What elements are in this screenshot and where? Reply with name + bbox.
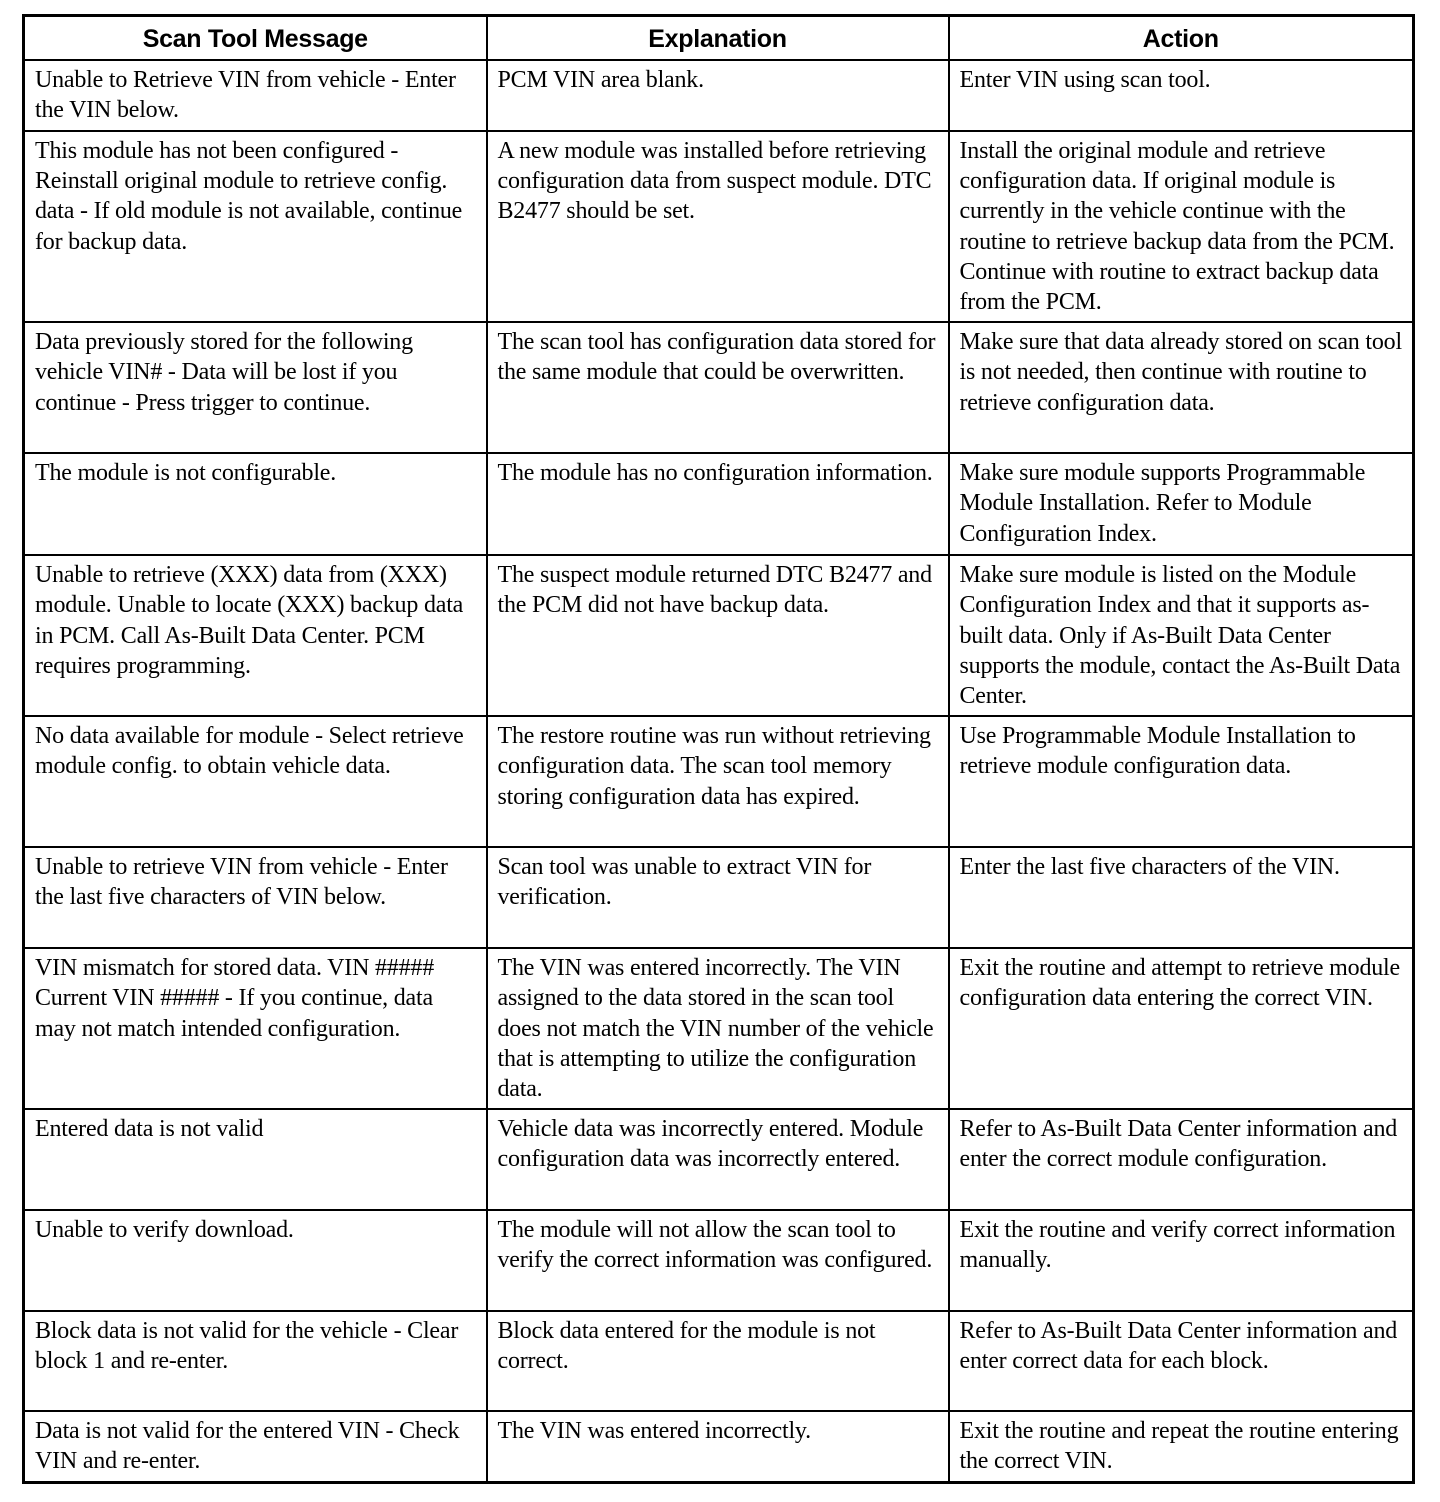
message-cell: No data available for module - Select retrieve module config. to obtain vehicle data. [24, 716, 487, 847]
table-row [24, 453, 1414, 555]
action-cell: Make sure module is listed on the Module Configuration Index and that it supports as-built data. Only if As-Built Data Center supports the module, contact the As-Built Data Center. [949, 555, 1414, 716]
explanation-cell: The scan tool has configuration data stored for the same module that could be overwritten. [487, 322, 949, 453]
table-row [24, 60, 1414, 131]
action-cell: Make sure that data already stored on scan tool is not needed, then continue with routine to retrieve configuration data. [949, 322, 1414, 453]
table-row [24, 1411, 1414, 1482]
explanation-cell: The restore routine was run without retrieving configuration data. The scan tool memory storing configuration data has expired. [487, 716, 949, 847]
header-explanation: Explanation [487, 16, 949, 61]
action-cell: Install the original module and retrieve configuration data. If original module is currently in the vehicle continue with the routine to retrieve backup data from the PCM. Continue with routine to extract backup data from the PCM. [949, 131, 1414, 322]
message-cell: Unable to retrieve (XXX) data from (XXX) module. Unable to locate (XXX) backup data in PCM. Call As-Built Data Center. PCM requires programming. [24, 555, 487, 716]
explanation-cell: A new module was installed before retrieving configuration data from suspect module. DTC B2477 should be set. [487, 131, 949, 322]
explanation-cell: Scan tool was unable to extract VIN for verification. [487, 847, 949, 948]
message-cell: Entered data is not valid [24, 1109, 487, 1210]
message-cell: VIN mismatch for stored data. VIN ##### Current VIN ##### - If you continue, data may not match intended configuration. [24, 948, 487, 1109]
message-cell: This module has not been configured - Reinstall original module to retrieve config. data - If old module is not available, continue for backup data. [24, 131, 487, 322]
action-cell: Refer to As-Built Data Center information and enter correct data for each block. [949, 1311, 1414, 1411]
header-row [24, 16, 1414, 61]
table-body [24, 60, 1414, 1482]
message-cell: Unable to Retrieve VIN from vehicle - Enter the VIN below. [24, 60, 487, 131]
table-row [24, 847, 1414, 948]
explanation-cell: PCM VIN area blank. [487, 60, 949, 131]
table-row [24, 322, 1414, 453]
table-header [24, 16, 1414, 61]
message-cell: Block data is not valid for the vehicle - Clear block 1 and re-enter. [24, 1311, 487, 1411]
action-cell: Enter the last five characters of the VIN. [949, 847, 1414, 948]
message-cell: Unable to verify download. [24, 1210, 487, 1311]
action-cell: Refer to As-Built Data Center information and enter the correct module configuration. [949, 1109, 1414, 1210]
explanation-cell: The suspect module returned DTC B2477 and the PCM did not have backup data. [487, 555, 949, 716]
scan-tool-message-table [22, 14, 1415, 1484]
explanation-cell: The VIN was entered incorrectly. The VIN assigned to the data stored in the scan tool does not match the VIN number of the vehicle that is attempting to utilize the configuration data. [487, 948, 949, 1109]
table-row [24, 716, 1414, 847]
action-cell: Exit the routine and verify correct information manually. [949, 1210, 1414, 1311]
message-cell: Unable to retrieve VIN from vehicle - Enter the last five characters of VIN below. [24, 847, 487, 948]
table-row [24, 555, 1414, 716]
table-row [24, 948, 1414, 1109]
explanation-cell: Block data entered for the module is not correct. [487, 1311, 949, 1411]
table-row [24, 1109, 1414, 1210]
action-cell: Make sure module supports Programmable Module Installation. Refer to Module Configuration Index. [949, 453, 1414, 555]
message-cell: Data is not valid for the entered VIN - Check VIN and re-enter. [24, 1411, 487, 1482]
action-cell: Exit the routine and attempt to retrieve module configuration data entering the correct VIN. [949, 948, 1414, 1109]
table-row [24, 1210, 1414, 1311]
explanation-cell: Vehicle data was incorrectly entered. Module configuration data was incorrectly entered. [487, 1109, 949, 1210]
table-row [24, 1311, 1414, 1411]
explanation-cell: The module will not allow the scan tool to verify the correct information was configured. [487, 1210, 949, 1311]
header-action: Action [949, 16, 1414, 61]
message-cell: Data previously stored for the following vehicle VIN# - Data will be lost if you continue - Press trigger to continue. [24, 322, 487, 453]
table-row [24, 131, 1414, 322]
explanation-cell: The module has no configuration information. [487, 453, 949, 555]
action-cell: Enter VIN using scan tool. [949, 60, 1414, 131]
message-cell: The module is not configurable. [24, 453, 487, 555]
scan-tool-message-table-container [22, 14, 1412, 1484]
explanation-cell: The VIN was entered incorrectly. [487, 1411, 949, 1482]
action-cell: Exit the routine and repeat the routine entering the correct VIN. [949, 1411, 1414, 1482]
action-cell: Use Programmable Module Installation to retrieve module configuration data. [949, 716, 1414, 847]
header-scan-tool-message: Scan Tool Message [24, 16, 487, 61]
